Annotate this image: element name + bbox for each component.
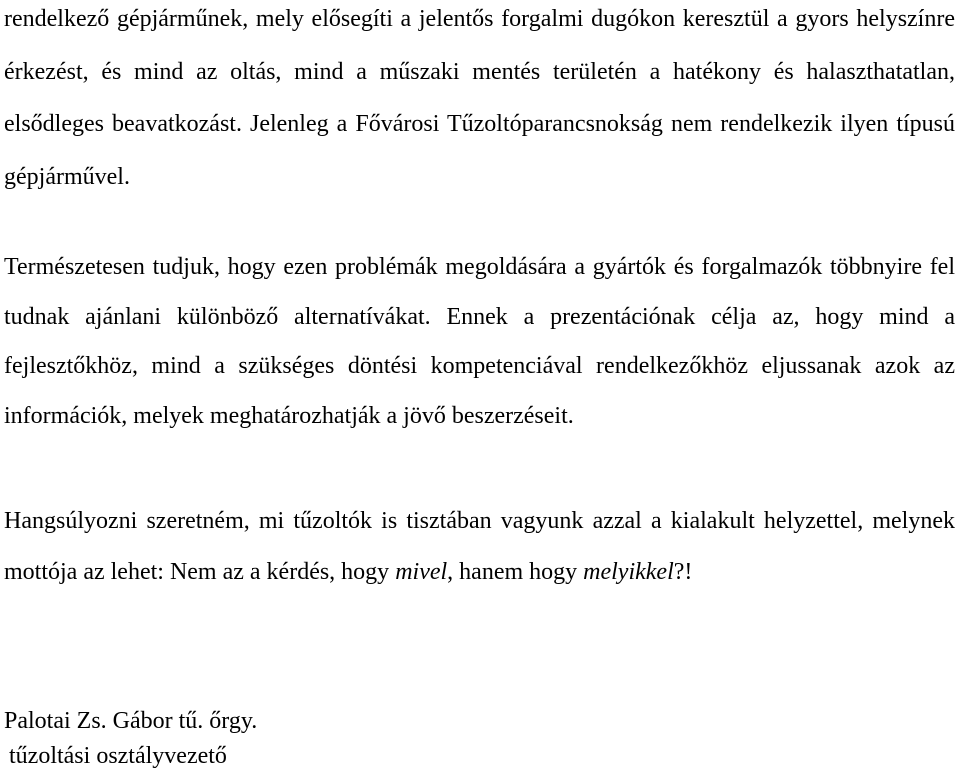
paragraph-alternatives: Természetesen tudjuk, hogy ezen problémák megoldására a gyártók és forgalmazók többnyire fel tudnak ajánlani különböző alternatívákat. Ennek a prezentációnak célja az, hogy mind a fejlesztőkhöz, mind a szükséges döntési kompetenciával rendelkezőkhöz eljussanak azok az információk, melyek meghatározhatják a jövő beszerzéseit. xyxy=(4,254,955,429)
paragraph-vehicle-need: rendelkező gépjárműnek, mely elősegíti a jelentős forgalmi dugókon keresztül a gyors helyszínre érkezést, és mind az oltás, mind a műszaki mentés területén a hatékony és halaszthatatlan, elsődleges beavatkozást. Jelenleg a Fővárosi Tűzoltóparancsnokság nem rendelkezik ilyen típusú gépjárművel. xyxy=(4,6,955,190)
motto-text-part2: , hanem hogy xyxy=(447,559,584,585)
signature-title: tűzoltási osztályvezető xyxy=(9,743,227,769)
motto-text-part3: ?! xyxy=(673,559,693,585)
signature-name: Palotai Zs. Gábor tű. őrgy. xyxy=(4,708,258,734)
motto-text-part1: Hangsúlyozni szeretném, mi tűzoltók is tisztában vagyunk azzal a kialakult helyzettel, melynek mottója az lehet: Nem az a kérdés, hogy xyxy=(4,508,955,585)
motto-italic-melyikkel: melyikkel xyxy=(583,559,674,585)
motto-italic-mivel: mivel xyxy=(395,559,448,585)
paragraph-motto xyxy=(4,496,955,598)
